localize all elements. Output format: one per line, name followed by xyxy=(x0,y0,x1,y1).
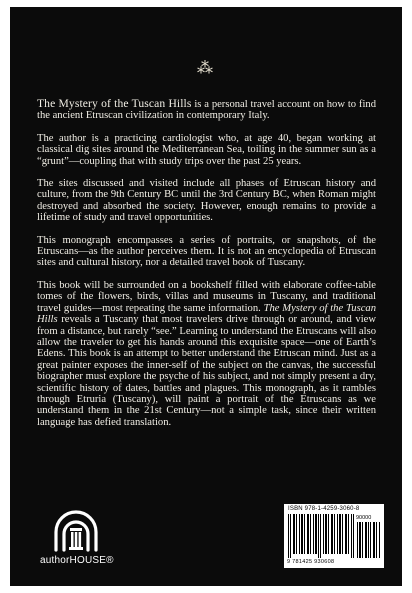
price-code: 90000 xyxy=(356,515,372,521)
isbn-number: ISBN 978-1-4259-3060-8 xyxy=(288,506,360,512)
back-cover xyxy=(10,7,402,586)
isbn-barcode xyxy=(284,504,384,568)
price-barcode-bars xyxy=(357,522,381,558)
blurb-paragraph-4: This monograph encompasses a series of portraits, or snapshots, of the Etruscans—as the author perceives them. It is not an encyclopedia of Etruscan sites and cultural history, nor a detailed travel book of Tuscany. xyxy=(37,234,376,269)
blurb-paragraph-2: The author is a practicing cardiologist who, at age 40, began working at classical dig sites around the Mediterranean Sea, toiling in the summer sun as a “grunt”—coupling that with study trips over the past 25 years. xyxy=(37,132,376,167)
publisher-name: authorHOUSE® xyxy=(40,555,114,566)
blurb xyxy=(37,98,376,439)
barcode-digits: 9 781425 930608 xyxy=(287,559,335,565)
authorhouse-logo-icon xyxy=(40,506,112,554)
blurb-paragraph-3: The sites discussed and visited include all phases of Etruscan history and culture, from the 9th Century BC until the 3rd Century BC, when Roman might destroyed and absorbed the society. However, enough remains to provide a lifetime of study and travel opportunities. xyxy=(37,178,376,224)
blurb-paragraph-5-text-a: This book will be surrounded on a bookshelf filled with elaborate coffee-table tomes of the flowers, birds, villas and museums in Tuscany, and traditional travel guides—most repeating the same information. xyxy=(37,279,376,314)
ornament-icon: ⁂ xyxy=(197,58,213,77)
blurb-paragraph-5 xyxy=(37,280,376,428)
blurb-paragraph-1-text: is a personal travel account on how to find the ancient Etruscan civilization in contemporary Italy. xyxy=(37,99,376,122)
barcode-bars xyxy=(287,514,355,558)
blurb-paragraph-5-text-b: reveals a Tuscany that most travelers drive through or around, and view from a distance, but rarely “see.” Learning to understand the Etruscans will also allow the traveler to get his hands around this exquisite space—one of Earth’s Edens. This book is an attempt to better understand the Etruscan mind. Just as a great painter exposes the inner-self of the subject on the canvas, the successful biographer must explore the psyche of his subject, and not simply present a dry, scientific history of dates, battles and plagues. This monograph, as it rambles through Etruria (Tuscany), will paint a portrait of the Etruscans as we understand them in the 21st Century—not a simple task, since their written language has defied translation. xyxy=(37,314,376,428)
book-title: The Mystery of the Tuscan Hills xyxy=(37,97,192,110)
blurb-paragraph-1 xyxy=(37,98,376,122)
publisher-logo xyxy=(40,506,112,570)
book-title-italic: The Mystery of the Tuscan Hills xyxy=(37,302,376,326)
